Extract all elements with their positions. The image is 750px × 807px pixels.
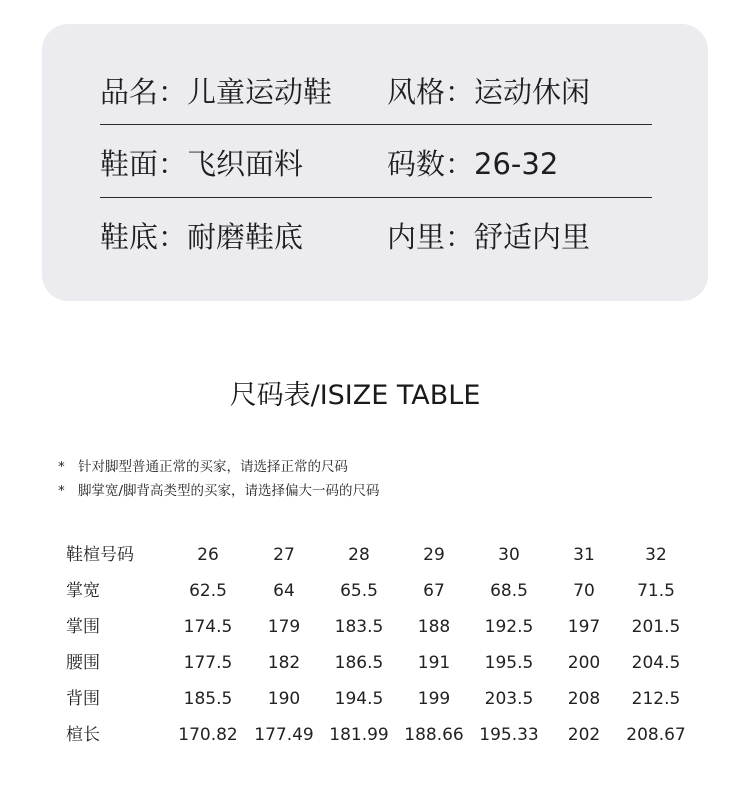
- spec-item: 内里：舒适内里: [387, 220, 591, 254]
- table-cell: 185.5: [183, 689, 233, 709]
- table-row-label: 楦长: [66, 725, 100, 745]
- size-table: [0, 537, 750, 753]
- table-cell: 199: [417, 689, 451, 709]
- size-chart-title: 尺码表/ISIZE TABLE: [229, 380, 481, 411]
- table-cell: 200: [567, 653, 601, 673]
- size-note-text: 针对脚型普通正常的买家，请选择正常的尺码: [78, 459, 348, 475]
- table-cell: 32: [645, 545, 667, 565]
- table-cell: 71.5: [637, 581, 675, 601]
- table-row: [0, 573, 750, 609]
- table-cell: 68.5: [490, 581, 528, 601]
- table-row-label: 腰围: [66, 653, 100, 673]
- table-cell: 65.5: [340, 581, 378, 601]
- table-row: [0, 537, 750, 573]
- table-row-label: 掌宽: [66, 581, 100, 601]
- table-row: [0, 609, 750, 645]
- size-note-text: 脚掌宽/脚背高类型的买家，请选择偏大一码的尺码: [78, 483, 380, 499]
- table-cell: 182: [267, 653, 301, 673]
- table-cell: 197: [567, 617, 601, 637]
- table-cell: 31: [573, 545, 595, 565]
- spec-divider: [100, 124, 652, 125]
- table-cell: 204.5: [631, 653, 681, 673]
- table-cell: 188: [417, 617, 451, 637]
- size-note: [58, 455, 380, 479]
- table-cell: 212.5: [631, 689, 681, 709]
- table-cell: 183.5: [334, 617, 384, 637]
- spec-row: [100, 144, 652, 184]
- table-cell: 188.66: [404, 725, 464, 745]
- table-cell: 179: [267, 617, 301, 637]
- table-cell: 191: [417, 653, 451, 673]
- product-spec-card: [42, 24, 708, 301]
- table-row: [0, 717, 750, 753]
- table-row-label: 掌围: [66, 617, 100, 637]
- table-cell: 190: [267, 689, 301, 709]
- table-cell: 170.82: [178, 725, 238, 745]
- spec-row: [100, 217, 652, 257]
- size-note: [58, 479, 380, 503]
- table-row-label: 鞋楦号码: [66, 545, 134, 565]
- table-cell: 64: [273, 581, 295, 601]
- table-cell: 29: [423, 545, 445, 565]
- table-cell: 202: [567, 725, 601, 745]
- spec-item: 鞋面：飞织面料: [100, 147, 304, 181]
- size-notes: [58, 455, 380, 503]
- table-cell: 181.99: [329, 725, 389, 745]
- table-cell: 177.49: [254, 725, 314, 745]
- table-cell: 27: [273, 545, 295, 565]
- table-cell: 67: [423, 581, 445, 601]
- table-row: [0, 681, 750, 717]
- asterisk-icon: *: [58, 483, 65, 499]
- table-cell: 28: [348, 545, 370, 565]
- table-cell: 177.5: [183, 653, 233, 673]
- asterisk-icon: *: [58, 459, 65, 475]
- table-cell: 208.67: [626, 725, 686, 745]
- table-cell: 192.5: [484, 617, 534, 637]
- table-cell: 201.5: [631, 617, 681, 637]
- table-cell: 26: [197, 545, 219, 565]
- table-cell: 174.5: [183, 617, 233, 637]
- table-row: [0, 645, 750, 681]
- table-row-label: 背围: [66, 689, 100, 709]
- spec-item: 码数：26-32: [387, 147, 559, 181]
- table-cell: 194.5: [334, 689, 384, 709]
- spec-item: 鞋底：耐磨鞋底: [100, 220, 304, 254]
- table-cell: 195.5: [484, 653, 534, 673]
- table-cell: 30: [498, 545, 520, 565]
- spec-divider: [100, 197, 652, 198]
- table-cell: 70: [573, 581, 595, 601]
- table-cell: 208: [567, 689, 601, 709]
- table-cell: 203.5: [484, 689, 534, 709]
- table-cell: 195.33: [479, 725, 539, 745]
- spec-item: 风格：运动休闲: [387, 75, 591, 109]
- table-cell: 186.5: [334, 653, 384, 673]
- spec-item: 品名：儿童运动鞋: [100, 75, 333, 109]
- table-cell: 62.5: [189, 581, 227, 601]
- spec-row: [100, 72, 652, 112]
